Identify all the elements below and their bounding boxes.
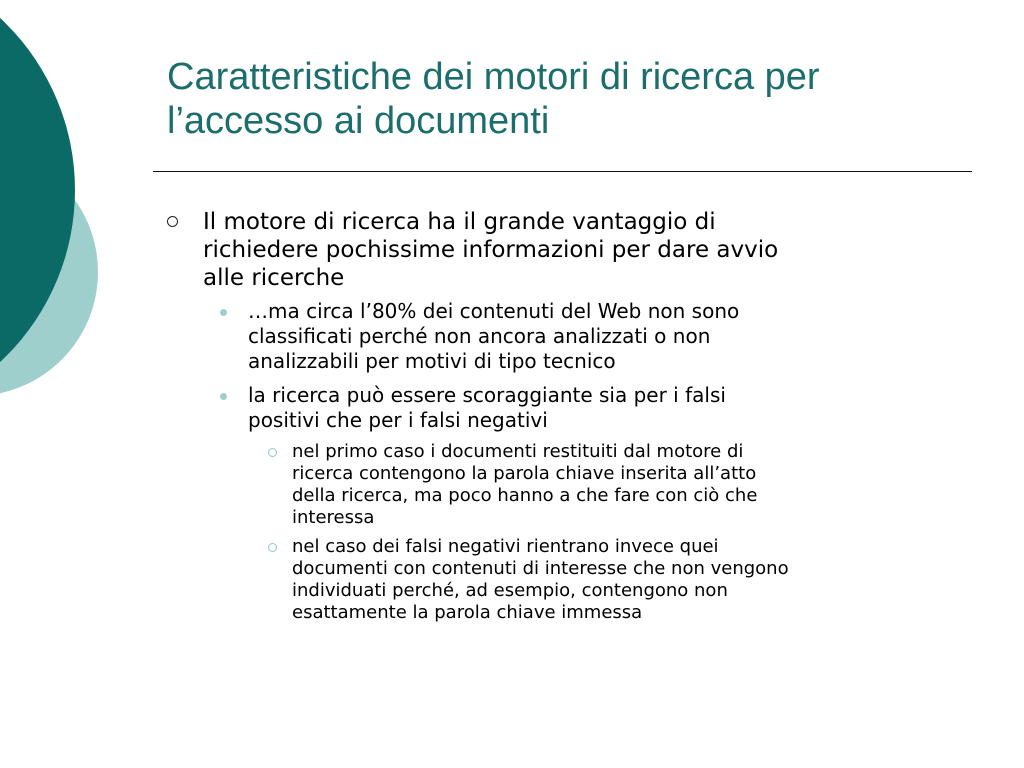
bullet-level2-text xyxy=(248,383,980,433)
bullet-level2 xyxy=(160,383,980,433)
text-line: interessa xyxy=(292,507,375,528)
text-line: analizzabili per motivi di tipo tecnico xyxy=(248,349,616,373)
text-line: individuati perché, ad esempio, contengono non xyxy=(292,580,728,601)
decorative-circle-dark xyxy=(0,0,75,425)
text-line: nel caso dei falsi negativi rientrano invece quei xyxy=(292,536,719,557)
text-line: ricerca contengono la parola chiave inserita all’atto xyxy=(292,463,757,484)
filled-dot-bullet-icon xyxy=(220,393,227,400)
bullet-level3 xyxy=(160,536,980,624)
text-line: esattamente la parola chiave immessa xyxy=(292,602,643,623)
bullet-level3-text xyxy=(292,441,980,529)
text-line: richiedere pochissime informazioni per dare avvio xyxy=(203,237,779,263)
text-line: classificati perché non ancora analizzati o non xyxy=(248,324,711,348)
text-line: documenti con contenuti di interesse che non vengono xyxy=(292,558,789,579)
bullet-level3-text xyxy=(292,536,980,624)
bullet-level2 xyxy=(160,299,980,374)
text-line: positivi che per i falsi negativi xyxy=(248,408,548,432)
bullet-level1 xyxy=(160,208,980,292)
small-hollow-circle-bullet-icon xyxy=(268,543,277,552)
hollow-circle-bullet-icon xyxy=(167,216,178,227)
text-line: della ricerca, ma poco hanno a che fare con ciò che xyxy=(292,485,758,506)
slide-title-line-2: l’accesso ai documenti xyxy=(167,100,550,142)
slide-title xyxy=(167,55,987,143)
slide-body xyxy=(160,208,980,624)
decorative-circle-light xyxy=(0,148,98,396)
text-line: la ricerca può essere scoraggiante sia per i falsi xyxy=(248,383,726,407)
slide-title-line-1: Caratteristiche dei motori di ricerca per xyxy=(167,56,820,98)
text-line: nel primo caso i documenti restituiti dal motore di xyxy=(292,441,744,462)
small-hollow-circle-bullet-icon xyxy=(268,448,277,457)
bullet-level3 xyxy=(160,441,980,529)
text-line: Il motore di ricerca ha il grande vantaggio di xyxy=(203,209,716,235)
text-line: alle ricerche xyxy=(203,265,345,291)
filled-dot-bullet-icon xyxy=(220,309,227,316)
title-divider xyxy=(153,171,972,172)
bullet-level1-text xyxy=(203,208,980,292)
bullet-level2-text xyxy=(248,299,980,374)
text-line: …ma circa l’80% dei contenuti del Web non sono xyxy=(248,299,740,323)
